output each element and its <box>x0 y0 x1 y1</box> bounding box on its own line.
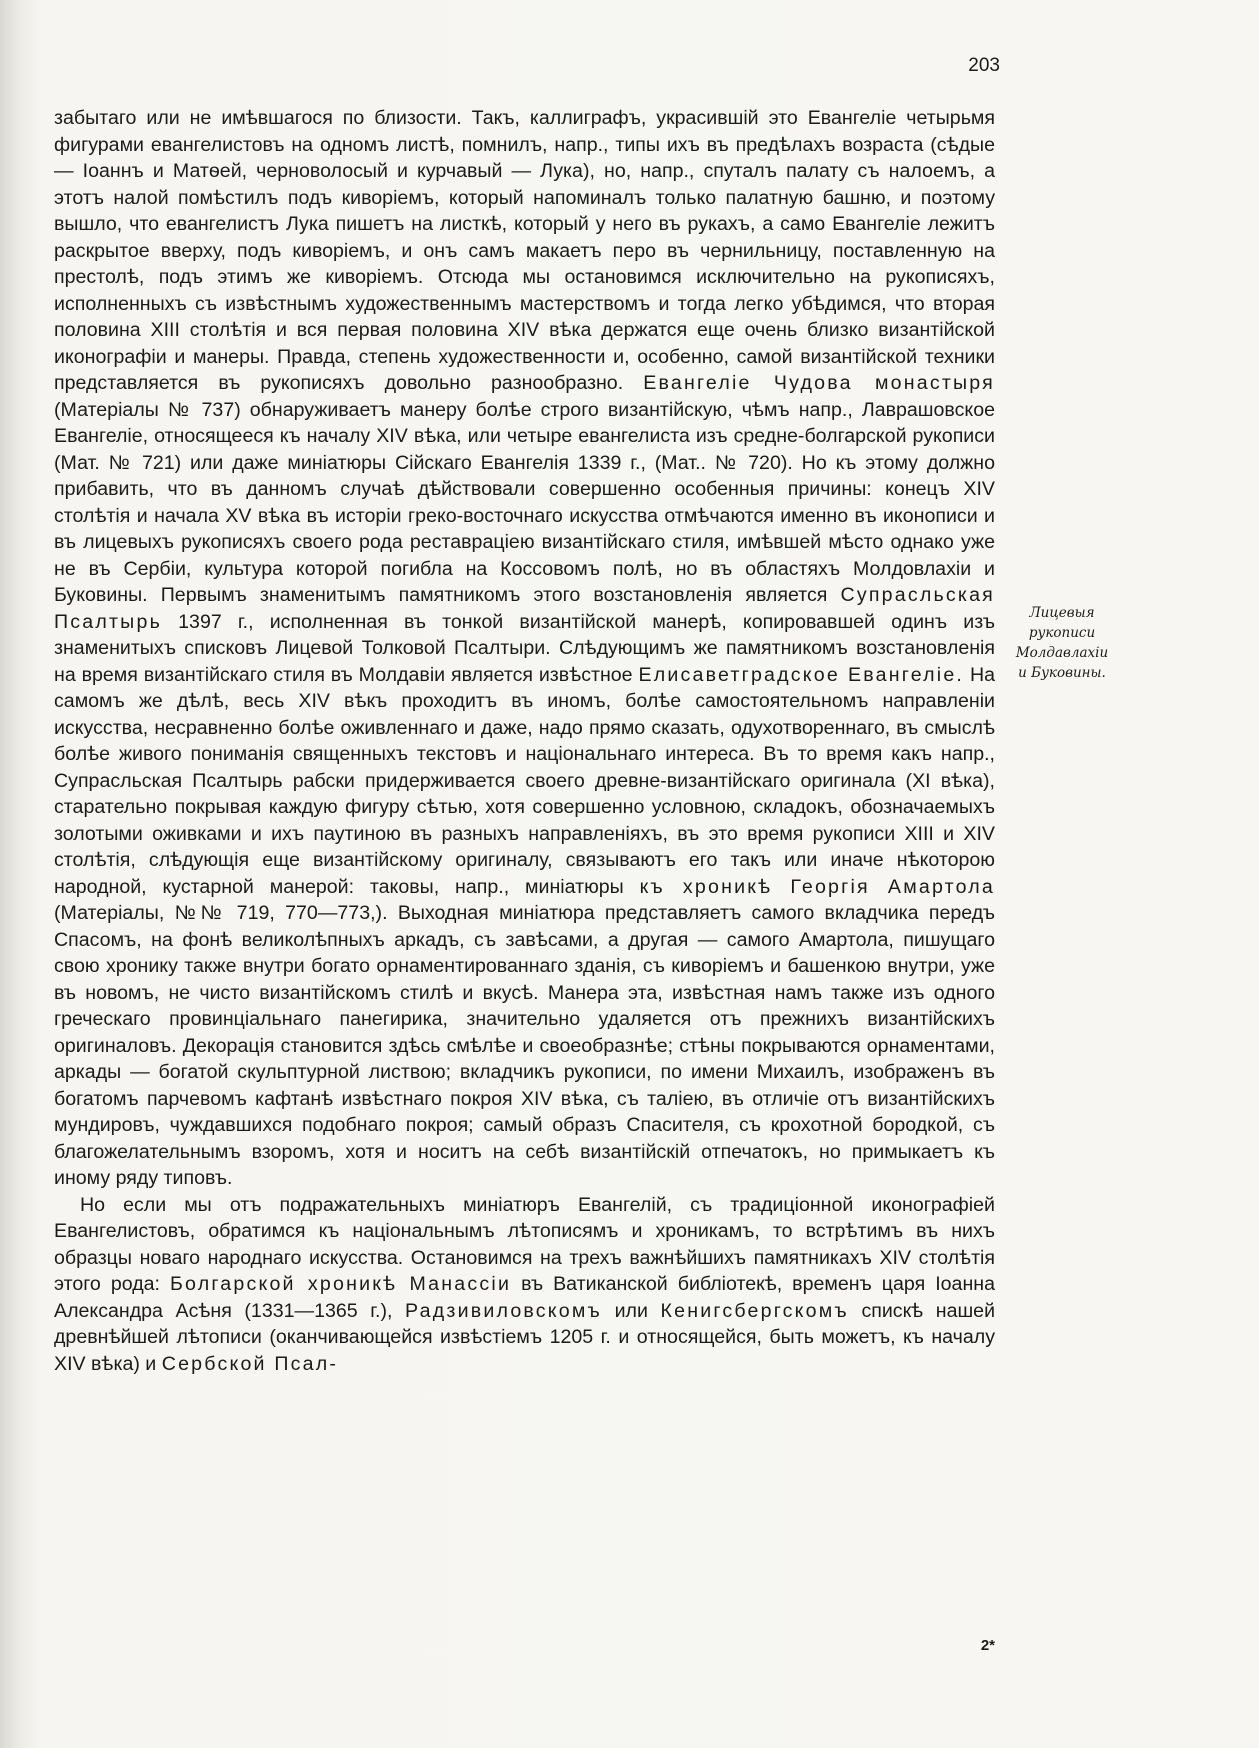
spaced-title: Елисаветградское Евангеліе. <box>638 663 965 686</box>
text-run: (Матеріалы, №№ 719, 770—773,). Выходная миніатюра представляетъ самого вкладчика передъ Спасомъ, на фонѣ великолѣпныхъ аркадъ, съ завѣсами, а другая — самого Амартола, пишущаго свою хронику также внутри богато орнаментированнаго зданія, съ киворіемъ и башенкою внутри, уже въ новомъ, не чисто византійскомъ стилѣ и вкусѣ. Манера эта, извѣстная намъ также изъ одного греческаго провинціальнаго панегирика, значительно удаляется отъ прежнихъ византійскихъ оригиналовъ. Декорація становится здѣсь смѣлѣе и своеобразнѣе; стѣны покрываются орнаментами, аркады — богатой скульптурной листвою; вкладчикъ рукописи, по имени Михаилъ, изображенъ въ богатомъ парчевомъ кафтанѣ извѣстнаго покроя XIV вѣка, съ таліею, въ отличіе отъ византійскихъ мундировъ, чуждавшихся подобнаго покроя; самый образъ Спасителя, съ крохотной бородкой, съ благожелательнымъ взоромъ, хотя и носитъ на себѣ византійскій отпечатокъ, но примыкаетъ къ иному ряду типовъ. <box>54 902 995 1189</box>
main-text <box>54 105 995 1377</box>
text-run: или <box>614 1299 648 1322</box>
text-run: 1397 г., исполненная въ тонкой византійской манерѣ, копировавшей одинъ изъ знаменитыхъ списковъ Лицевой Толковой Псалтыри. Слѣдующимъ же памятникомъ возстановленія на время византійскаго стиля въ Молдавіи является извѣстное <box>54 610 995 686</box>
paragraph-2 <box>54 1192 995 1378</box>
marginal-note-line: Молдавлахіи <box>1015 645 1109 661</box>
spaced-title: къ хроникѣ Георгія Амартола <box>639 875 995 898</box>
marginal-note <box>1003 603 1121 683</box>
marginal-note-line: Лицевыя <box>1029 605 1095 621</box>
signature-mark: 2* <box>980 1637 995 1654</box>
text-run: На самомъ же дѣлѣ, весь XIV вѣкъ проходитъ въ иномъ, болѣе самостоятельномъ направленіи искусства, несравненно болѣе оживленнаго и даже, надо прямо сказать, одухотвореннаго, въ смыслѣ болѣе живого пониманія священныхъ текстовъ и національнаго интереса. Въ то время какъ напр., Супрасльская Псалтырь рабски придерживается своего древне-византійскаго оригинала (XI вѣка), старательно покрывая каждую фигуру сѣтью, хотя совершенно условною, складокъ, обозначаемыхъ золотыми оживками и ихъ паутиною въ разныхъ направленіяхъ, въ это время рукописи XIII и XIV столѣтія, слѣдующія еще византійскому оригиналу, связываютъ его такъ или иначе нѣкоторою народной, кустарной манерой: таковы, напр., миніатюры <box>54 663 995 898</box>
paragraph-1 <box>54 105 995 1192</box>
marginal-note-line: рукописи <box>1028 625 1096 641</box>
marginal-note-line: и Буковины. <box>1018 665 1106 681</box>
spaced-title: Болгарской хроникѣ Манассіи <box>170 1273 512 1295</box>
text-run: въ Ватиканской библіотекѣ, временъ царя Іоанна Александра Асѣня (1331—1365 г.), <box>54 1273 995 1322</box>
spaced-title: Евангеліе Чудова монастыря <box>643 372 995 394</box>
text-run: (Матеріалы № 737) обнаруживаетъ манеру болѣе строго византійскую, чѣмъ напр., Лаврашовское Евангеліе, относящееся къ началу XIV вѣка, или четыре евангелиста изъ средне-болгарской рукописи (Мат. № 721) или даже миніатюры Сійскаго Евангелія 1339 г., (Мат.. № 720). Но къ этому должно прибавить, что въ данномъ случаѣ дѣйствовали совершенно особенныя причины: конецъ XIV столѣтія и начала XV вѣка въ исторіи греко-восточнаго искусства отмѣчаются именно въ иконописи и въ лицевыхъ рукописяхъ своего рода реставраціею византійскаго стиля, имѣвшей мѣсто однако уже не въ Сербіи, культура которой погибла на Коссовомъ полѣ, но въ областяхъ Молдовлахіи и Буковины. Первымъ знаменитымъ памятникомъ этого возстановленія является <box>54 398 995 606</box>
text-run: спискѣ нашей древнѣйшей лѣтописи (оканчивающейся извѣстіемъ 1205 г. и относящейся, быть можетъ, къ началу XIV вѣка) и <box>54 1299 996 1375</box>
spaced-title: Сербской Псал- <box>161 1352 339 1375</box>
text-run: Но если мы отъ подражательныхъ миніатюръ Евангелій, съ традиціонной иконографіей Евангелистовъ, обратимся къ національнымъ лѣтописямъ и хроникамъ, то встрѣтимъ въ нихъ образцы новаго народнаго искусства. Остановимся на трехъ важнѣйшихъ памятникахъ XIV столѣтія этого рода: <box>54 1193 995 1295</box>
spaced-title: Кенигсбергскомъ <box>660 1299 849 1322</box>
spaced-title: Супрасльская Псалтырь <box>54 584 995 633</box>
page-number: 203 <box>968 55 1000 76</box>
spaced-title: Радзивиловскомъ <box>405 1299 603 1322</box>
text-run: забытаго или не имѣвшагося по близости. Такъ, каллиграфъ, украсившій это Евангеліе четырьмя фигурами евангелистовъ на одномъ листѣ, помнилъ, напр., типы ихъ въ предѣлахъ возраста (сѣдые — Іоаннъ и Матѳей, черноволосый и курчавый — Лука), но, напр., спуталъ палату съ налоемъ, а этотъ налой помѣстилъ подъ киворіемъ, который напоминалъ только палатную башню, и поэтому вышло, что евангелистъ Лука пишетъ на листкѣ, который у него въ рукахъ, а само Евангеліе лежитъ раскрытое вверху, подъ киворіемъ, и онъ самъ макаетъ перо въ чернильницу, поставленную на престолѣ, подъ этимъ же киворіемъ. Отсюда мы остановимся исключительно на рукописяхъ, исполненныхъ съ извѣстнымъ художественнымъ мастерствомъ и тогда легко убѣдимся, что вторая половина XIII столѣтія и вся первая половина XIV вѣка держатся еще очень близко византійской иконографіи и манеры. Правда, степень художественности и, особенно, самой византійской техники представляется въ рукописяхъ довольно разнообразно. <box>54 107 995 394</box>
